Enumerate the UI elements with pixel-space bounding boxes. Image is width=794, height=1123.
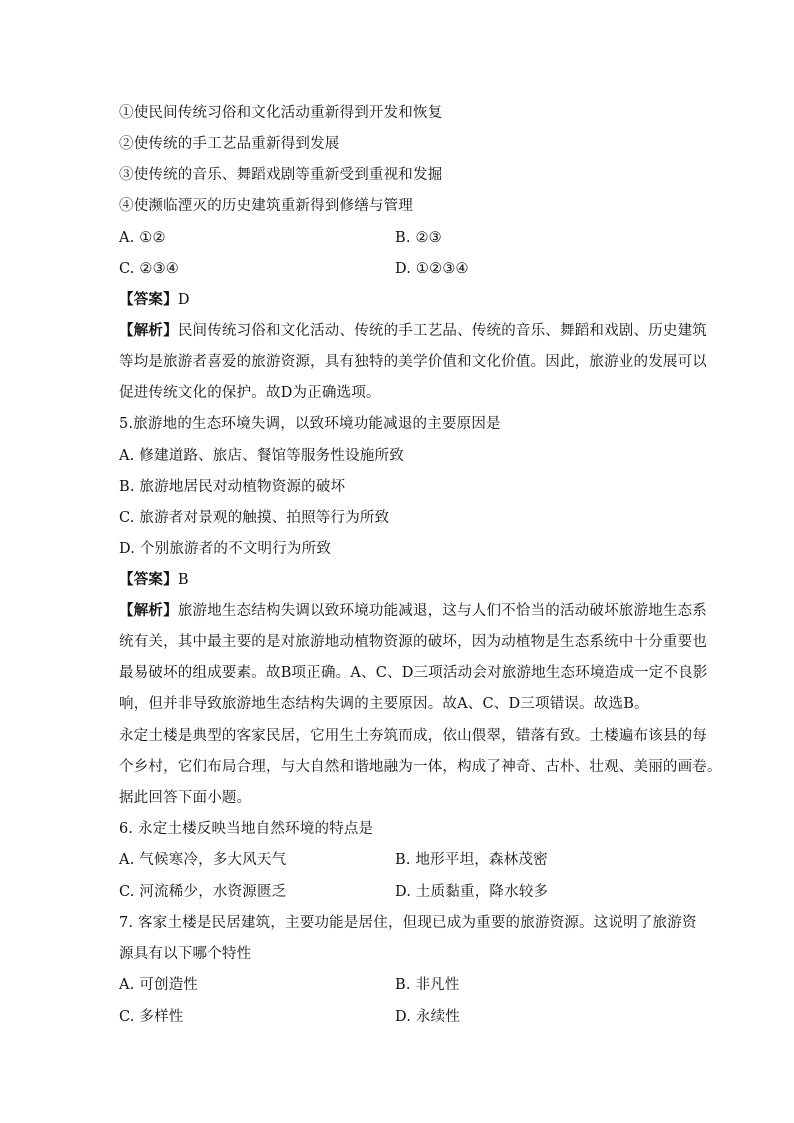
q7-stem-line-1: 7. 客家土楼是民居建筑，主要功能是居住，但现已成为重要的旅游资源。这说明了旅游资 [119, 915, 697, 931]
q5-answer [119, 570, 189, 590]
q4-option-a: A. ①② [119, 230, 166, 246]
analysis-text: 民间传统习俗和文化活动、传统的手工艺品、传统的音乐、舞蹈和戏剧、历史建筑 [177, 323, 708, 339]
q4-analysis-line-2: 等均是旅游者喜爱的旅游资源，具有独特的美学价值和文化价值。因此，旅游业的发展可以 [119, 354, 707, 370]
q7-option-b: B. 非凡性 [395, 977, 460, 993]
q4-option-d: D. ①②③④ [395, 261, 469, 277]
answer-label: 【答案】 [119, 291, 178, 308]
analysis-label: 【解析】 [119, 322, 178, 339]
q5-option-d: D. 个别旅游者的不文明行为所致 [119, 541, 332, 557]
analysis-text: 旅游地生态结构失调以致环境功能减退，这与人们不恰当的活动破坏旅游地生态系 [177, 603, 708, 619]
q4-option-b: B. ②③ [395, 230, 442, 246]
q6-option-b: B. 地形平坦，森林茂密 [395, 852, 548, 868]
q4-analysis-line-1 [119, 321, 707, 341]
q6-stem: 6. 永定土楼反映当地自然环境的特点是 [119, 821, 374, 837]
q5-analysis-line-4: 响，但并非导致旅游地生态结构失调的主要原因。故A、C、D三项错误。故选B。 [119, 696, 649, 712]
q5-analysis-line-2: 统有关，其中最主要的是对旅游地动植物资源的破坏，因为动植物是生态系统中十分重要也 [119, 634, 707, 650]
passage-line-1: 永定土楼是典型的客家民居，它用生土夯筑而成，依山偎翠，错落有致。土楼遍布该县的每 [119, 728, 707, 744]
statement-4: ④使濒临湮灭的历史建筑重新得到修缮与管理 [119, 198, 413, 214]
q6-option-c: C. 河流稀少，水资源匮乏 [119, 884, 287, 900]
q7-stem-line-2: 源具有以下哪个特性 [119, 946, 252, 962]
q5-option-a: A. 修建道路、旅店、餐馆等服务性设施所致 [119, 448, 404, 464]
q5-analysis-line-1 [119, 601, 707, 621]
q4-answer [119, 290, 190, 310]
q7-option-c: C. 多样性 [119, 1009, 184, 1025]
analysis-label: 【解析】 [119, 602, 178, 619]
q5-option-b: B. 旅游地居民对动植物资源的破坏 [119, 479, 346, 495]
statement-3: ③使传统的音乐、舞蹈戏剧等重新受到重视和发掘 [119, 167, 443, 183]
q5-option-c: C. 旅游者对景观的触摸、拍照等行为所致 [119, 510, 390, 526]
q7-option-d: D. 永续性 [395, 1009, 461, 1025]
passage-line-3: 据此回答下面小题。 [119, 790, 252, 806]
statement-2: ②使传统的手工艺品重新得到发展 [119, 136, 340, 152]
q5-stem: 5.旅游地的生态环境失调，以致环境功能减退的主要原因是 [119, 416, 501, 432]
q7-option-a: A. 可创造性 [119, 977, 199, 993]
q6-option-a: A. 气候寒冷，多大风天气 [119, 852, 287, 868]
q4-option-c: C. ②③④ [119, 261, 179, 277]
statement-1: ①使民间传统习俗和文化活动重新得到开发和恢复 [119, 105, 443, 121]
answer-label: 【答案】 [119, 571, 178, 588]
q4-analysis-line-3: 促进传统文化的保护。故D为正确选项。 [119, 385, 381, 401]
answer-value: D [177, 292, 190, 308]
q6-option-d: D. 土质黏重，降水较多 [395, 884, 549, 900]
answer-value: B [177, 572, 189, 588]
q5-analysis-line-3: 最易破坏的组成要素。故B项正确。A、C、D三项活动会对旅游地生态环境造成一定不良影 [119, 665, 708, 681]
passage-line-2: 个乡村，它们布局合理，与大自然和谐地融为一体，构成了神奇、古朴、壮观、美丽的画卷。 [119, 759, 722, 775]
